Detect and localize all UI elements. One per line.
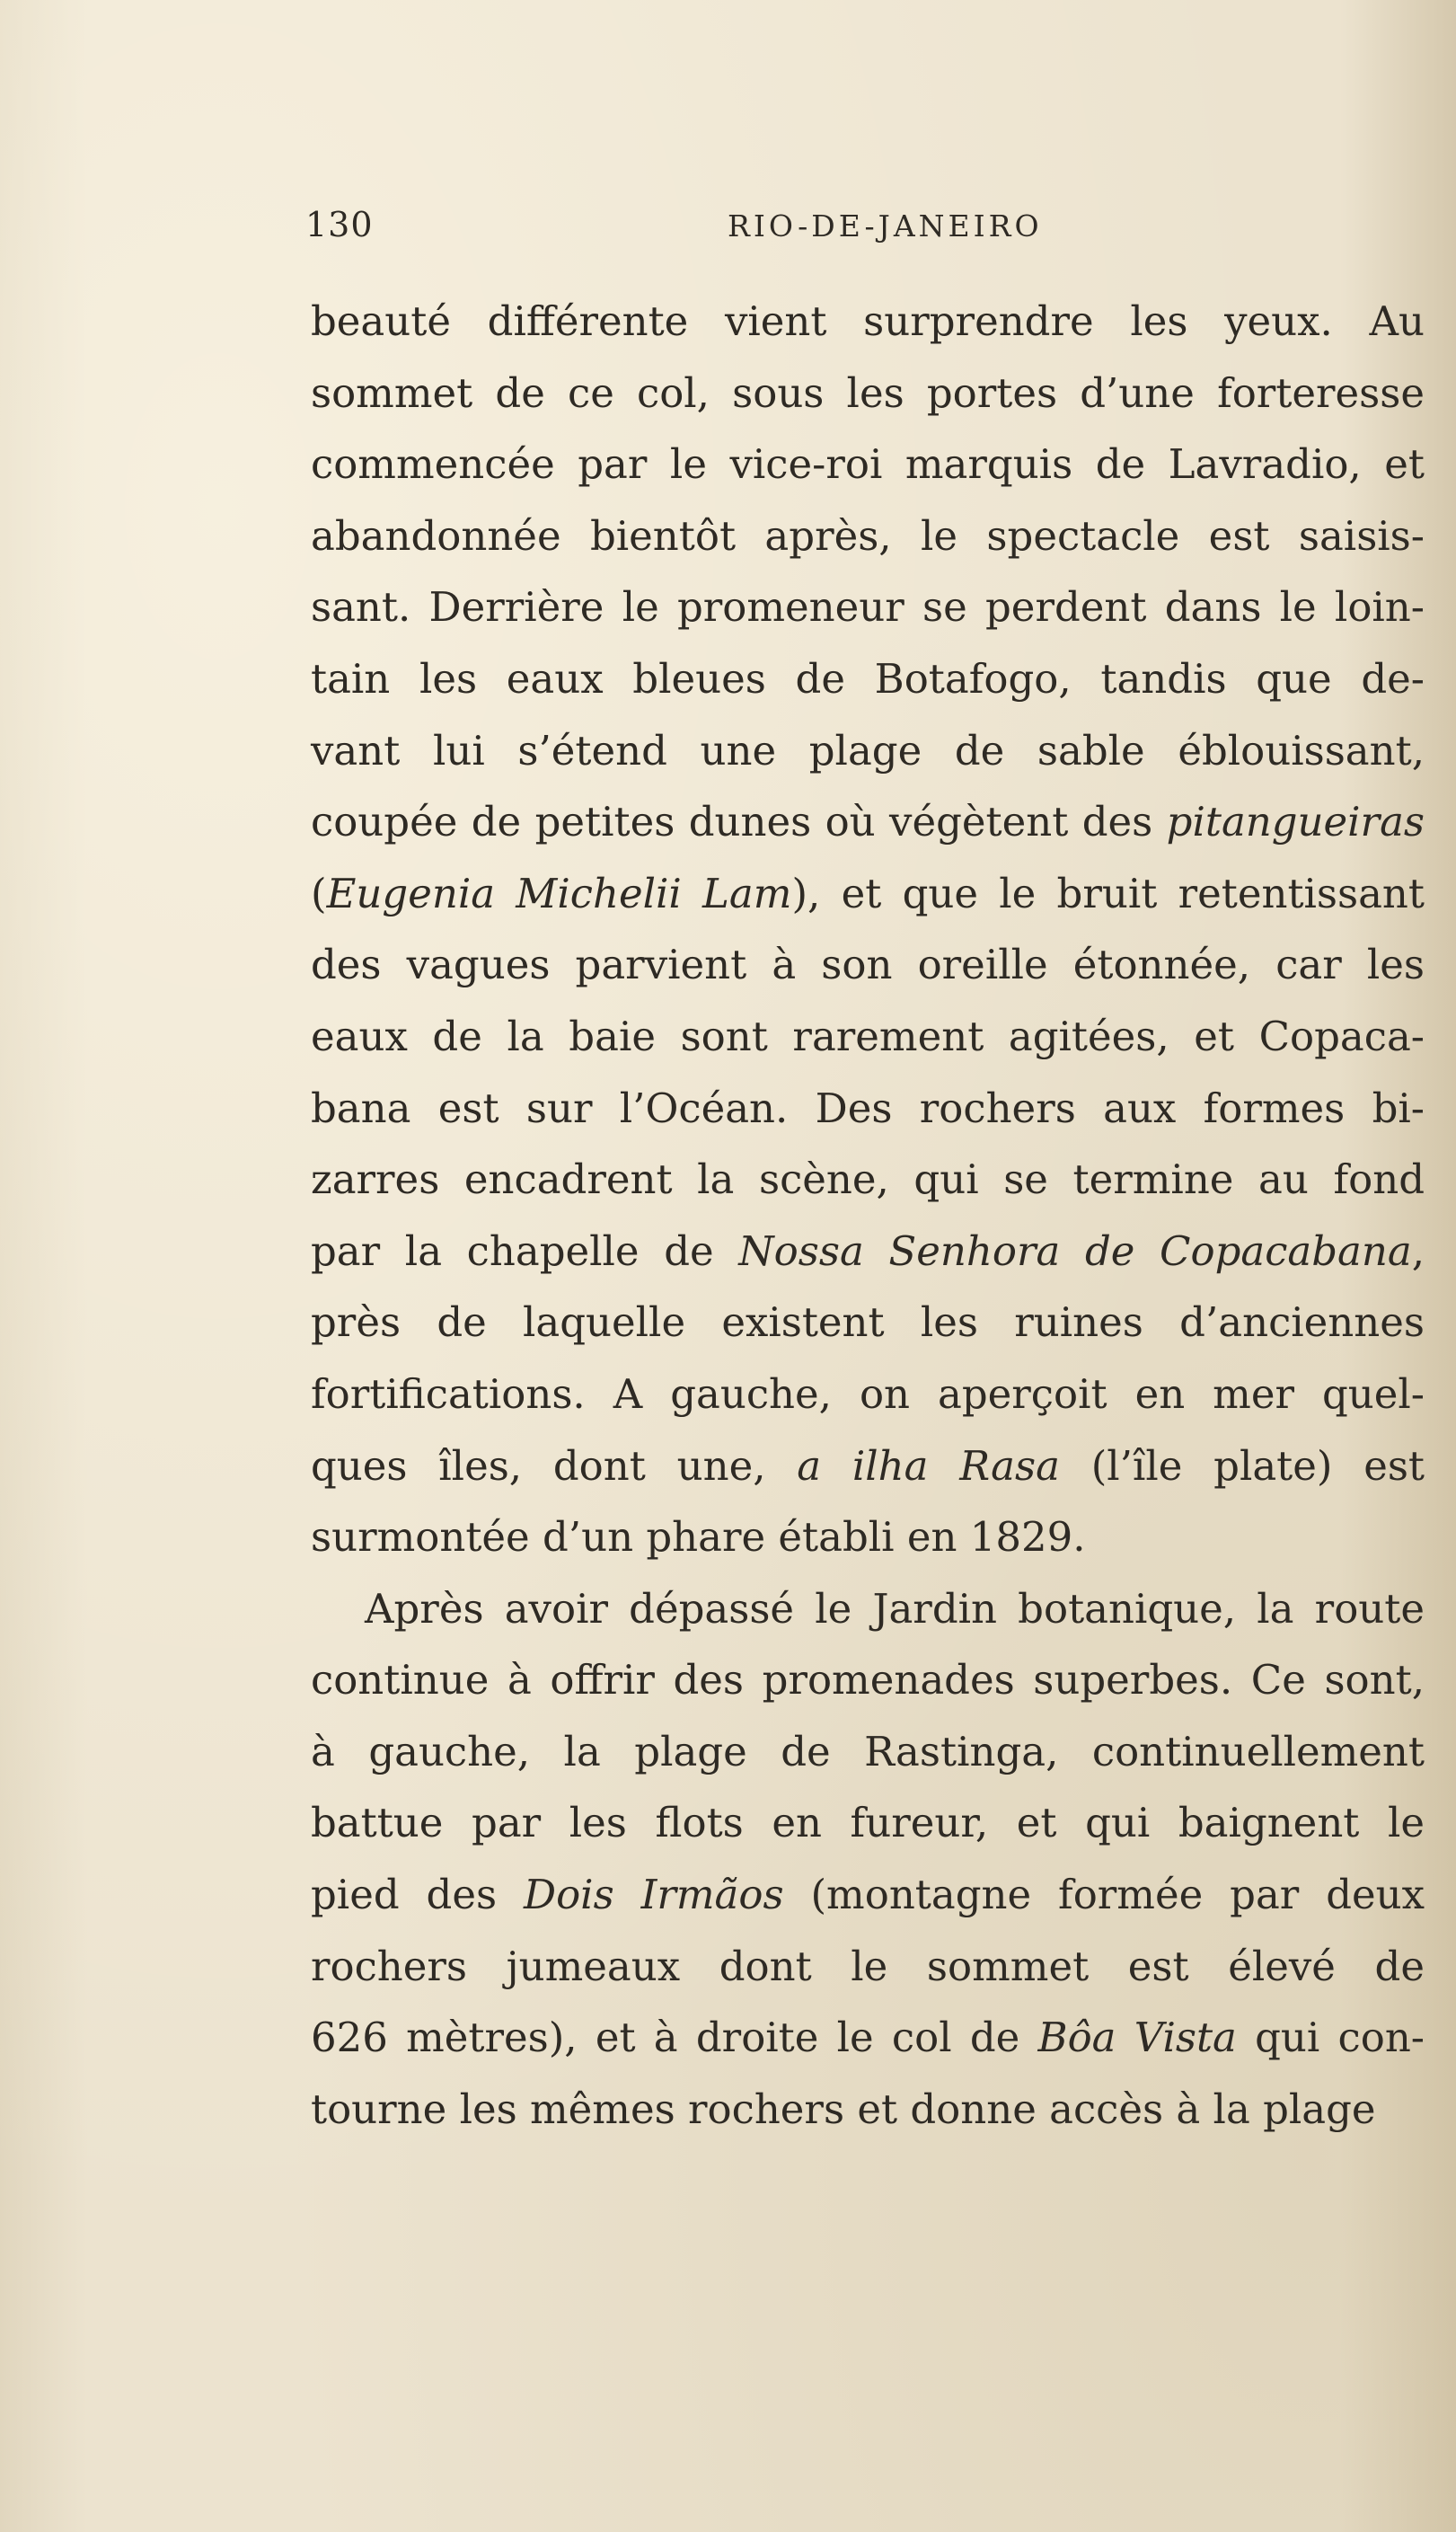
text-segment: coupée de petites dunes où végètent des [311,798,1167,846]
text-line [311,1931,1425,2003]
italic-segment: a ilha Rasa [797,1441,1060,1490]
italic-segment: Nossa Senhora de Copacabana [738,1226,1412,1275]
text-line [311,1287,1425,1359]
text-line [311,786,1425,858]
text-line [311,929,1425,1001]
text-segment: pied des [311,1871,525,1919]
text-segment: 626 mètres), et à droite le col de [311,2014,1038,2062]
text-segment: sant. Derrière le promeneur se perdent dans le loin- [311,583,1425,632]
text-line [311,1073,1425,1145]
text-line [311,1716,1425,1788]
text-line [311,1501,1425,1573]
running-head [305,205,1419,259]
text-line [311,1430,1425,1502]
text-segment: ques îles, dont une, [311,1441,798,1490]
text-segment: des vagues parvient à son oreille étonnée, car les [311,941,1425,989]
text-line [311,1859,1425,1931]
text-line [311,571,1425,643]
running-title: RIO-DE-JANEIRO [728,208,1043,243]
text-line [311,1573,1425,1645]
text-segment: tourne les mêmes rochers et donne accès à la plage [311,2085,1376,2133]
text-segment: à gauche, la plage de Rastinga, continuellement [311,1727,1425,1775]
text-line [311,1359,1425,1430]
text-segment: battue par les flots en fureur, et qui baignent le [311,1799,1425,1847]
text-segment: eaux de la baie sont rarement agitées, et Copaca- [311,1012,1425,1060]
text-segment: fortifications. A gauche, on aperçoit en mer quel- [311,1369,1425,1418]
text-line [311,1216,1425,1288]
italic-segment: Bôa Vista [1037,2014,1237,2062]
text-segment: qui con- [1236,2014,1425,2062]
text-segment: vant lui s’étend une plage de sable éblouissant, [311,726,1425,775]
text-segment: commencée par le vice-roi marquis de Lavradio, et [311,440,1425,489]
text-segment: zarres encadrent la scène, qui se termine au fond [311,1155,1425,1204]
text-segment: abandonnée bientôt après, le spectacle est saisis- [311,511,1425,560]
text-segment: bana est sur l’Océan. Des rochers aux formes bi- [311,1084,1425,1132]
text-line [311,1001,1425,1073]
text-segment: ( [311,869,327,917]
page-number: 130 [305,205,374,244]
text-line [311,286,1425,358]
italic-segment: pitangueiras [1166,798,1425,846]
text-segment: rochers jumeaux dont le sommet est élevé de [311,1942,1425,1990]
text-line [311,500,1425,572]
body-text [311,286,1425,2145]
text-segment: ), et que le bruit retentissant [791,869,1425,917]
text-segment: Après avoir dépassé le Jardin botanique, la route [365,1584,1425,1633]
text-segment: sommet de ce col, sous les portes d’une forteresse [311,368,1425,417]
text-line [311,1787,1425,1859]
text-segment: tain les eaux bleues de Botafogo, tandis que de- [311,654,1425,703]
text-line [311,2074,1425,2146]
text-line [311,715,1425,787]
text-segment: surmontée d’un phare établi en 1829. [311,1513,1086,1562]
text-segment: (l’île plate) est [1059,1441,1425,1490]
text-line [311,2002,1425,2074]
text-line [311,858,1425,930]
text-segment: continue à offrir des promenades superbes. Ce sont, [311,1656,1425,1704]
text-line [311,358,1425,429]
italic-segment: Dois Irmãos [524,1871,784,1919]
text-segment: près de laquelle existent les ruines d’anciennes [311,1298,1425,1347]
text-line [311,1644,1425,1716]
text-segment: par la chapelle de [311,1226,739,1275]
text-line [311,643,1425,715]
text-segment: beauté différente vient surprendre les yeux. Au [311,297,1425,345]
text-segment: , [1411,1226,1425,1275]
text-segment: (montagne formée par deux [783,1871,1425,1919]
text-line [311,1144,1425,1216]
italic-segment: Eugenia Michelii Lam [326,869,792,917]
text-line [311,429,1425,500]
